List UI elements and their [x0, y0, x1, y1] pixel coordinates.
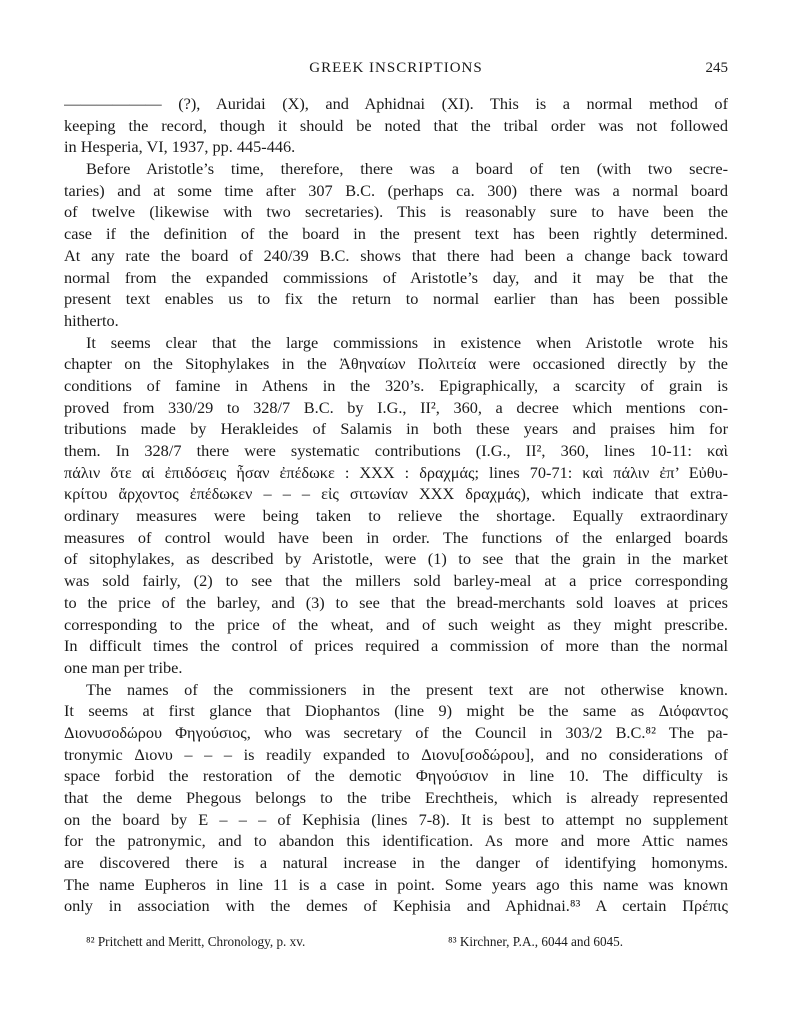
text-line: of sitophylakes, as described by Aristotle, were (1) to see that the grain in the market: [64, 549, 728, 569]
text-line: tronymic Διονυ – – – is readily expanded to Διονυ[σοδώρου], and no considerations of: [64, 744, 728, 764]
text-line: are discovered there is a natural increase in the danger of identifying homonyms.: [64, 853, 728, 873]
text-line: present text enables us to fix the return to normal earlier than has been possible: [64, 289, 728, 309]
running-title: GREEK INSCRIPTIONS: [309, 60, 483, 76]
text-line: tributions made by Herakleides of Salamis in both these years and praises him for: [64, 419, 728, 439]
text-line: measures of control would have been in order. The functions of the enlarged boards: [64, 527, 728, 547]
text-line: κρίτου ἄρχοντος ἐπέδωκεν – – – εἰς σιτωνίαν XXX δραχμάς), which indicate that extra-: [64, 484, 728, 504]
text-line: that the deme Phegous belongs to the tribe Erechtheis, which is already represented: [64, 788, 728, 807]
text-line: was sold fairly, (2) to see that the millers sold barley-meal at a price corresponding: [64, 571, 728, 591]
text-line: on the board by E – – – of Kephisia (lines 7-8). It is best to attempt no supplement: [64, 809, 728, 829]
footnote-82: ⁸² Pritchett and Meritt, Chronology, p. xv.: [86, 934, 306, 949]
text-line: for the patronymic, and to abandon this identification. As more and more Attic names: [64, 831, 728, 851]
text-line: In difficult times the control of prices required a commission of more than the normal: [64, 636, 728, 656]
text-line: proved from 330/29 to 328/7 B.C. by I.G., II², 360, a decree which mentions con-: [64, 397, 728, 417]
text-line: The names of the commissioners in the present text are not otherwise known.: [86, 679, 728, 699]
text-line: It seems clear that the large commissions in existence when Aristotle wrote his: [86, 332, 728, 352]
text-line: corresponding to the price of the wheat, and of such weight as they might prescribe.: [64, 614, 728, 634]
text-line: —————— (?), Auridai (X), and Aphidnai (XI). This is a normal method of: [64, 94, 728, 113]
text-line: to the price of the barley, and (3) to see that the bread-merchants sold loaves at prices: [64, 592, 728, 612]
body-text: [64, 93, 728, 917]
text-line: ordinary measures were being taken to relieve the shortage. Equally extraordinary: [64, 506, 728, 526]
footnote-83: ⁸³ Kirchner, P.A., 6044 and 6045.: [448, 934, 624, 949]
text-line: At any rate the board of 240/39 B.C. shows that there had been a change back toward: [64, 245, 728, 265]
text-line: one man per tribe.: [64, 657, 183, 677]
text-line: The name Eupheros in line 11 is a case in point. Some years ago this name was known: [64, 874, 728, 894]
text-line: Διονυσοδώρου Φηγούσιος, who was secretary of the Council in 303/2 B.C.⁸² The pa-: [64, 722, 728, 742]
text-line: keeping the record, though it should be noted that the tribal order was not followed: [64, 115, 728, 135]
text-line: Before Aristotle’s time, therefore, there was a board of ten (with two secre-: [86, 159, 728, 179]
page-header: [64, 60, 728, 80]
text-line: normal from the expanded commissions of Aristotle’s day, and it may be that the: [64, 267, 728, 287]
text-line: taries) and at some time after 307 B.C. (perhaps ca. 300) there was a normal board: [64, 180, 728, 200]
text-line: of twelve (likewise with two secretaries). This is reasonably sure to have been the: [64, 202, 728, 222]
text-line: chapter on the Sitophylakes in the Ἀθηναίων Πολιτεία were occasioned directly by the: [64, 354, 728, 374]
text-line: It seems at first glance that Diophantos (line 9) might be the same as Διόφαντος: [64, 701, 728, 721]
page-number: 245: [705, 60, 728, 76]
text-line: πάλιν ὅτε αἱ ἐπιδόσεις ἦσαν ἐπέδωκε : XXX : δραχμάς; lines 70-71: καὶ πάλιν ἐπ’ Εὐθυ-: [64, 462, 728, 482]
text-line: conditions of famine in Athens in the 320’s. Epigraphically, a scarcity of grain is: [64, 375, 728, 395]
text-line: case if the definition of the board in the present text has been rightly determined.: [64, 224, 728, 244]
text-line: space forbid the restoration of the demotic Φηγούσιον in line 10. The difficulty is: [64, 766, 728, 786]
text-line: in Hesperia, VI, 1937, pp. 445-446.: [64, 137, 296, 157]
text-line: hitherto.: [64, 310, 119, 330]
text-line: only in association with the demes of Kephisia and Aphidnai.⁸³ A certain Πρέπις: [64, 896, 728, 916]
text-line: them. In 328/7 there were systematic contributions (I.G., II², 360, lines 10-11: καὶ: [64, 441, 728, 460]
